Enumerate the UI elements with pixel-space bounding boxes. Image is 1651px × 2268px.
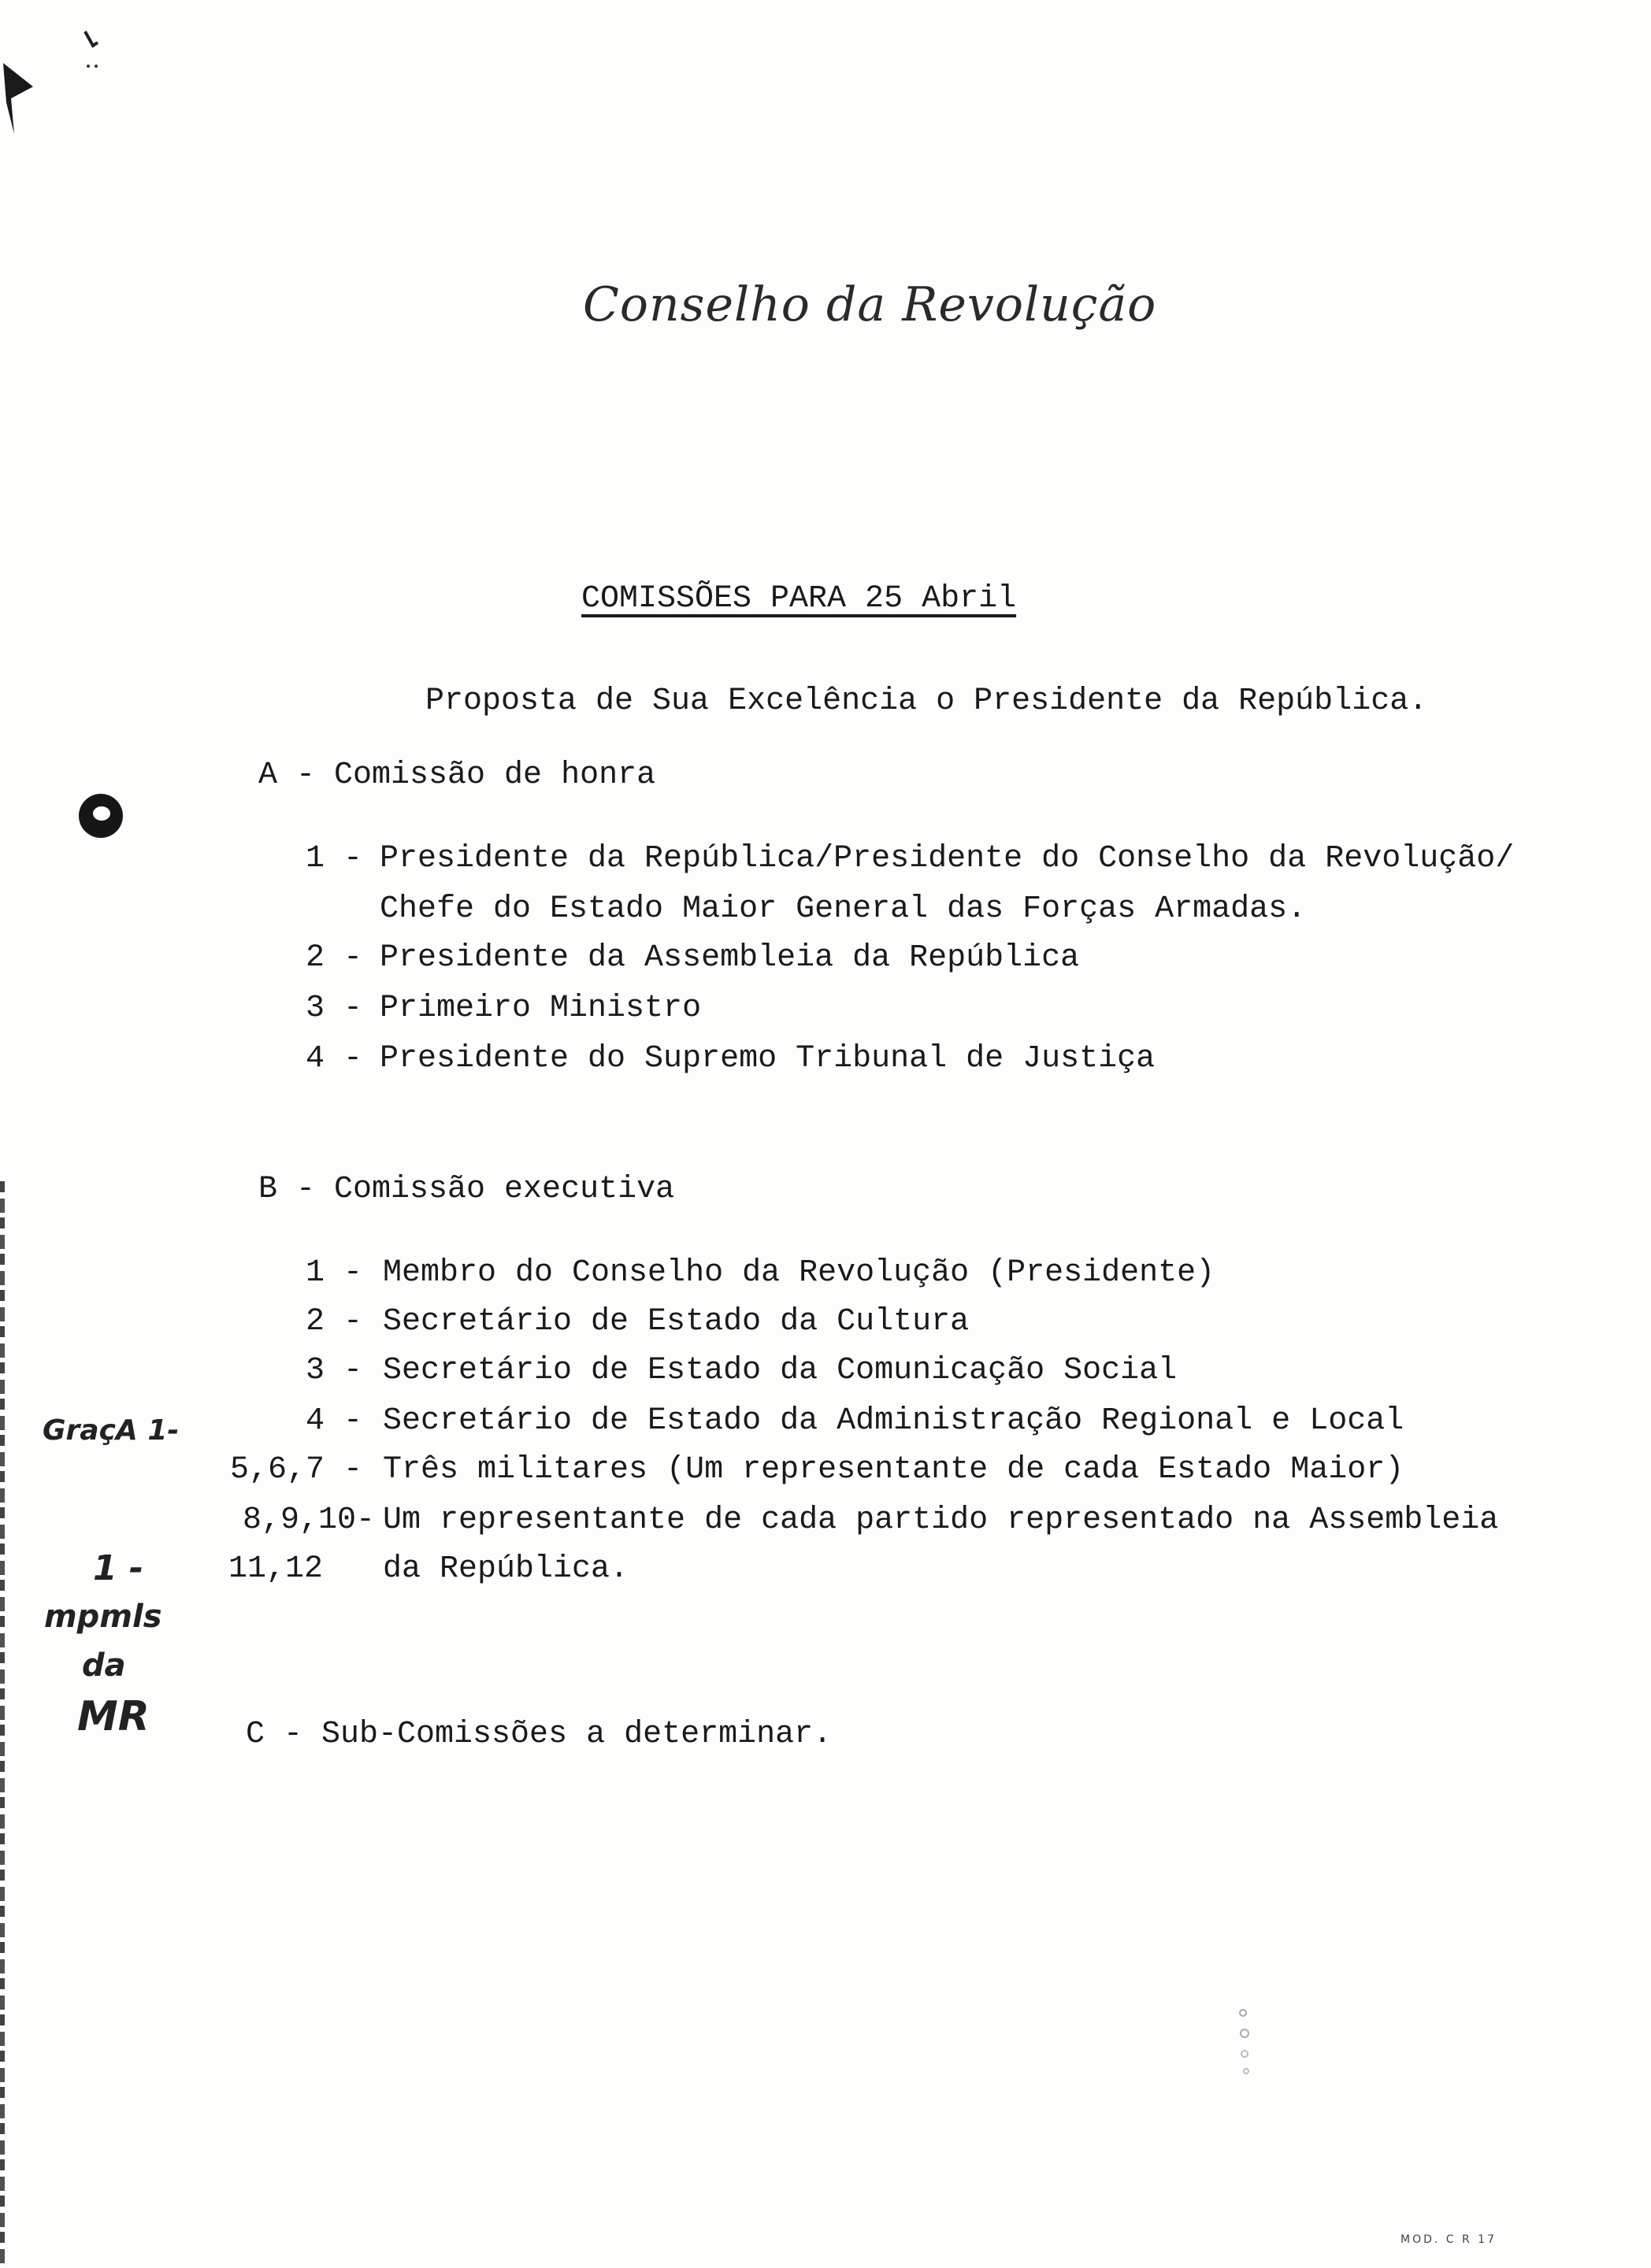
section-b-item-number: 11,12: [228, 1551, 323, 1587]
section-b-item-number: 3 -: [305, 1353, 362, 1388]
section-a-item-text: Chefe do Estado Maior General das Forças Armadas.: [380, 891, 1307, 927]
section-b-item-text: da República.: [383, 1551, 629, 1587]
hole-punch: [79, 794, 123, 838]
corner-tick-mark: [82, 28, 106, 76]
margin-note: GraçA 1-: [43, 1414, 180, 1447]
section-b-item-text: Um representante de cada partido representado na Assembleia: [383, 1503, 1499, 1538]
section-b-item-number: 5,6,7 -: [229, 1452, 362, 1488]
section-b-item-text: Secretário de Estado da Administração Regional e Local: [383, 1403, 1404, 1439]
section-b-item-text: Três militares (Um representante de cada Estado Maior): [383, 1452, 1404, 1488]
document-subtitle: Proposta de Sua Excelência o Presidente da República.: [425, 684, 1428, 719]
section-a-item-number: 1 -: [305, 841, 362, 876]
corner-arrow-mark: [2, 55, 49, 142]
section-a-item-text: Presidente da Assembleia da República: [380, 940, 1080, 976]
section-b-item-text: Membro do Conselho da Revolução (Presidente): [383, 1255, 1215, 1291]
document-title: COMISSÕES PARA 25 Abril: [581, 581, 1017, 617]
section-b-item-number: 1 -: [305, 1255, 362, 1291]
form-code: MOD. C R 17: [1401, 2233, 1497, 2246]
section-b-item-number: 2 -: [305, 1304, 362, 1340]
section-b-item-number: 4 -: [305, 1403, 362, 1439]
margin-note: mpmls: [44, 1599, 162, 1635]
margin-note: MR: [77, 1693, 150, 1740]
section-b-item-number: 8,9,10-: [242, 1503, 375, 1538]
section-b-item-text: Secretário de Estado da Comunicação Social: [383, 1353, 1178, 1388]
section-a-item-text: Primeiro Ministro: [380, 991, 702, 1026]
section-a-heading: A - Comissão de honra: [258, 758, 656, 793]
section-a-item-number: 4 -: [305, 1041, 362, 1077]
section-a-item-text: Presidente do Supremo Tribunal de Justiça: [380, 1041, 1156, 1077]
section-b-item-text: Secretário de Estado da Cultura: [383, 1304, 970, 1340]
section-c-heading: C - Sub-Comissões a determinar.: [246, 1717, 833, 1752]
faint-stamp-mark: [1235, 2007, 1254, 2077]
section-b-heading: B - Comissão executiva: [258, 1172, 675, 1207]
scan-edge-marks: [0, 1181, 5, 2268]
margin-note: da: [82, 1647, 126, 1684]
letterhead: Conselho da Revolução: [583, 277, 1157, 332]
section-a-item-number: 3 -: [305, 991, 362, 1026]
section-a-item-text: Presidente da República/Presidente do Conselho da Revolução/: [380, 841, 1515, 876]
margin-note: 1 -: [93, 1548, 144, 1588]
section-a-item-number: 2 -: [305, 940, 362, 976]
